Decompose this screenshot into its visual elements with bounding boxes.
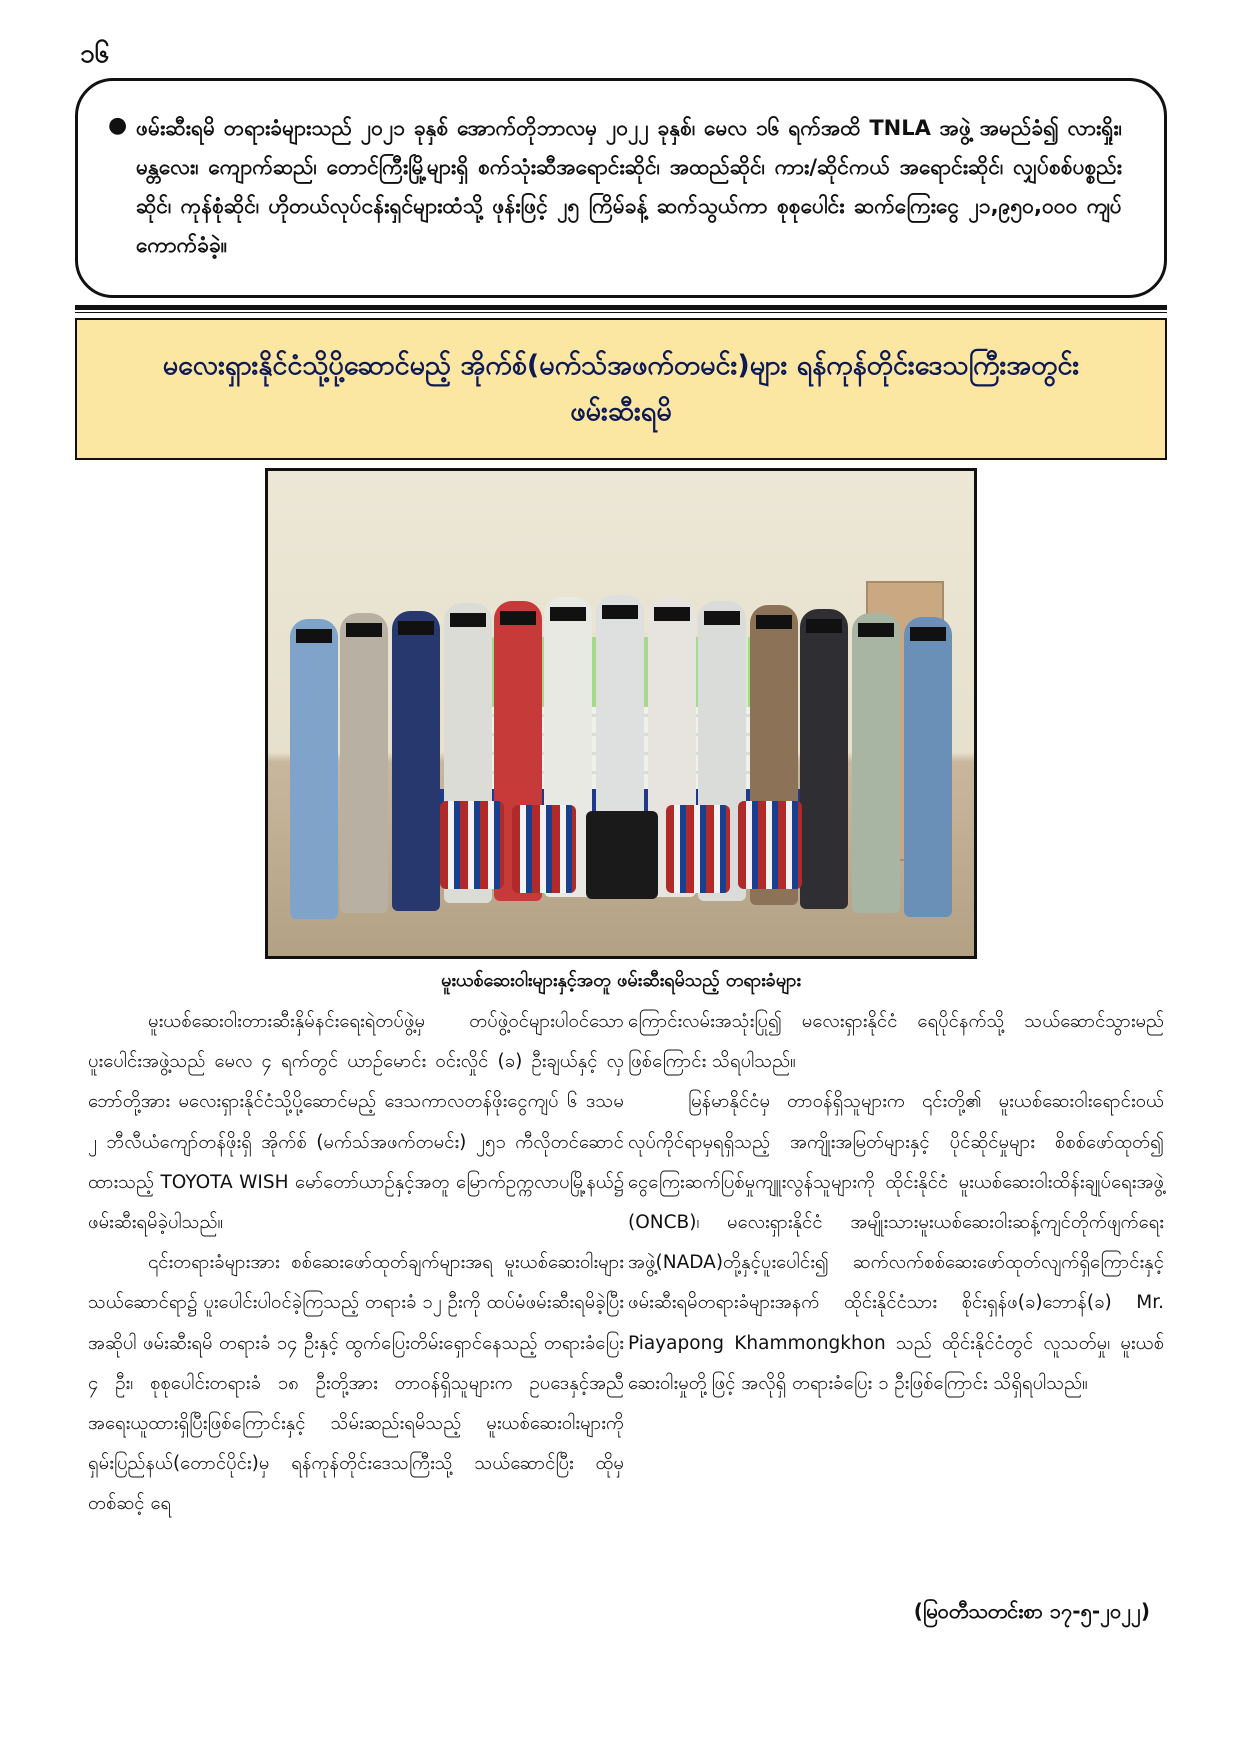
- face-censor-bar: [858, 623, 894, 637]
- photo-bag: [666, 805, 730, 893]
- article-paragraph: မြန်မာနိုင်ငံမှ တာဝန်ရှိသူများက ၎င်းတို့၏ မူးယစ်ဆေးဝါးရောင်းဝယ်လုပ်ကိုင်ရာမှရရှိသည့် အကျိုးအမြတ်များနှင့် ပိုင်ဆိုင်မှုများ စိစစ်ဖော်ထုတ်၍ ငွေကြေးဆက်ပြစ်မှုကျူးလွန်သူများကို ထိုင်းနိုင်ငံ မူးယစ်ဆေးဝါးထိန်းချုပ်ရေးအဖွဲ့ (ONCB)၊ မလေးရှားနိုင်ငံ အမျိုးသားမူးယစ်ဆေးဝါးဆန့်ကျင်တိုက်ဖျက်ရေးအဖွဲ့(NADA)တို့နှင့်ပူးပေါင်း၍ ဆက်လက်စစ်ဆေးဖော်ထုတ်လျက်ရှိကြောင်းနှင့် ဖမ်းဆီးရမိတရားခံများအနက် ထိုင်းနိုင်ငံသား စိုင်းရှန်ဖ(ခ)ဘောန်(ခ) Mr. Piayapong Khammongkhon သည် ထိုင်းနိုင်ငံတွင် လူသတ်မှု၊ မူးယစ်ဆေးဝါးမှုတို့ဖြင့် အလိုရှိ တရားခံပြေး ၁ ဦးဖြစ်ကြောင်း သိရှိရပါသည်။: [628, 1091, 1164, 1394]
- summary-text: ဖမ်းဆီးရမိ တရားခံများသည် ၂၀၂၁ ခုနှစ် အောက်တိုဘာလမှ ၂၀၂၂ ခုနှစ်၊ မေလ ၁၆ ရက်အထိ TNLA အဖွဲ့ အမည်ခံ၍ လားရှိုး၊ မန္တလေး၊ ကျောက်ဆည်၊ တောင်ကြီးမြို့များရှိ စက်သုံးဆီအရောင်းဆိုင်၊ အထည်ဆိုင်၊ ကား/ဆိုင်ကယ် အရောင်းဆိုင်၊ လျှပ်စစ်ပစ္စည်းဆိုင်၊ ကုန်စုံဆိုင်၊ ဟိုတယ်လုပ်ငန်းရှင်များထံသို့ ဖုန်းဖြင့် ၂၅ ကြိမ်ခန့် ဆက်သွယ်ကာ စုစုပေါင်း ဆက်ကြေးငွေ ၂၁,၉၅၀,၀၀၀ ကျပ် ကောက်ခံခဲ့။: [136, 116, 1122, 257]
- article-source: (မြဝတီသတင်းစာ ၁၇-၅-၂၀၂၂): [913, 1599, 1150, 1623]
- photo-bag: [512, 805, 576, 893]
- page-number: ၁၆: [80, 39, 110, 69]
- headline-line-2: ဖမ်းဆီးရမိ: [570, 396, 672, 427]
- article-paragraph: ၎င်းတရားခံများအား စစ်ဆေးဖော်ထုတ်ချက်များအရ မူးယစ်ဆေးဝါးများ သယ်ဆောင်ရာ၌ ပူးပေါင်းပါဝင်ခဲ့ကြသည့် တရားခံ ၁၂ ဦးကို ထပ်မံဖမ်းဆီးရမိခဲ့ပြီး အဆိုပါ ဖမ်းဆီးရမိ တရားခံ ၁၄ ဦးနှင့် ထွက်ပြေးတိမ်းရှောင်နေသည့် တရားခံပြေး ၄ ဦး၊ စုစုပေါင်းတရားခံ ၁၈ ဦးတို့အား တာဝန်ရှိသူများက ဥပဒေနှင့်အညီ အရေးယူထားရှိပြီးဖြစ်ကြောင်းနှင့် သိမ်းဆည်းရမိသည့် မူးယစ်ဆေးဝါးများကို ရှမ်းပြည်နယ်(တောင်ပိုင်း)မှ ရန်ကုန်တိုင်းဒေသကြီးသို့ သယ်ဆောင်ပြီး ထိုမှတစ်ဆင့် ရေ: [88, 1252, 624, 1515]
- face-censor-bar: [398, 621, 434, 635]
- face-censor-bar: [500, 611, 536, 625]
- photo-person: [340, 613, 388, 913]
- photo-person: [800, 609, 848, 909]
- face-censor-bar: [296, 629, 332, 643]
- face-censor-bar: [806, 619, 842, 633]
- face-censor-bar: [756, 615, 792, 629]
- face-censor-bar: [654, 607, 690, 621]
- face-censor-bar: [450, 613, 486, 627]
- divider-rule: [75, 305, 1167, 310]
- face-censor-bar: [346, 623, 382, 637]
- photo-bag: [738, 801, 802, 889]
- headline: [163, 343, 1080, 435]
- summary-box: [75, 78, 1167, 298]
- photo-bag: [440, 801, 504, 889]
- face-censor-bar: [602, 605, 638, 619]
- divider-rule-thin: [75, 312, 1167, 313]
- face-censor-bar: [550, 607, 586, 621]
- photo-person: [290, 619, 338, 919]
- article-paragraph-continued: ကြောင်းလမ်းအသုံးပြု၍ မလေးရှားနိုင်ငံ ရေပိုင်နက်သို့ သယ်ဆောင်သွားမည်ဖြစ်ကြောင်း သိရပါသည်။: [628, 1011, 1164, 1073]
- photo-person: [852, 613, 900, 913]
- article-right-column: [628, 1002, 1164, 1404]
- headline-box: [75, 318, 1167, 460]
- photo-caption: မူးယစ်ဆေးဝါးများနှင့်အတူ ဖမ်းဆီးရမိသည့် တရားခံများ: [441, 970, 801, 991]
- photo-person: [392, 611, 440, 911]
- bullet-icon: ●: [108, 113, 128, 138]
- headline-line-1: မလေးရှားနိုင်ငံသို့ပို့ဆောင်မည့် အိုက်စ်(မက်သ်အဖက်တမင်း)များ ရန်ကုန်တိုင်းဒေသကြီးအတွင်း: [162, 350, 1080, 381]
- article-paragraph: မူးယစ်ဆေးဝါးတားဆီးနှိမ်နင်းရေးရဲတပ်ဖွဲ့မှ တပ်ဖွဲ့ဝင်များပါဝင်သော ပူးပေါင်းအဖွဲ့သည် မေလ ၄ ရက်တွင် ယာဉ်မောင်း ဝင်းလှိုင် (ခ) ဦးချယ်နှင့် လှဘော်တို့အား မလေးရှားနိုင်ငံသို့ပို့ဆောင်မည့် ဒေသကာလတန်ဖိုးငွေကျပ် ၆ ဒသမ ၂ ဘီလီယံကျော်တန်ဖိုးရှိ အိုက်စ် (မက်သ်အဖက်တမင်း) ၂၅၁ ကီလိုတင်ဆောင်ထားသည့် TOYOTA WISH မော်တော်ယာဉ်နှင့်အတူ မြောက်ဥက္ကလာပမြို့နယ်၌ ဖမ်းဆီးရမိခဲ့ပါသည်။: [88, 1011, 624, 1234]
- photo-bag: [586, 811, 658, 899]
- face-censor-bar: [704, 611, 740, 625]
- photo-person: [904, 617, 952, 917]
- article-left-column: [88, 1002, 624, 1525]
- news-photo: [265, 468, 977, 959]
- face-censor-bar: [910, 627, 946, 641]
